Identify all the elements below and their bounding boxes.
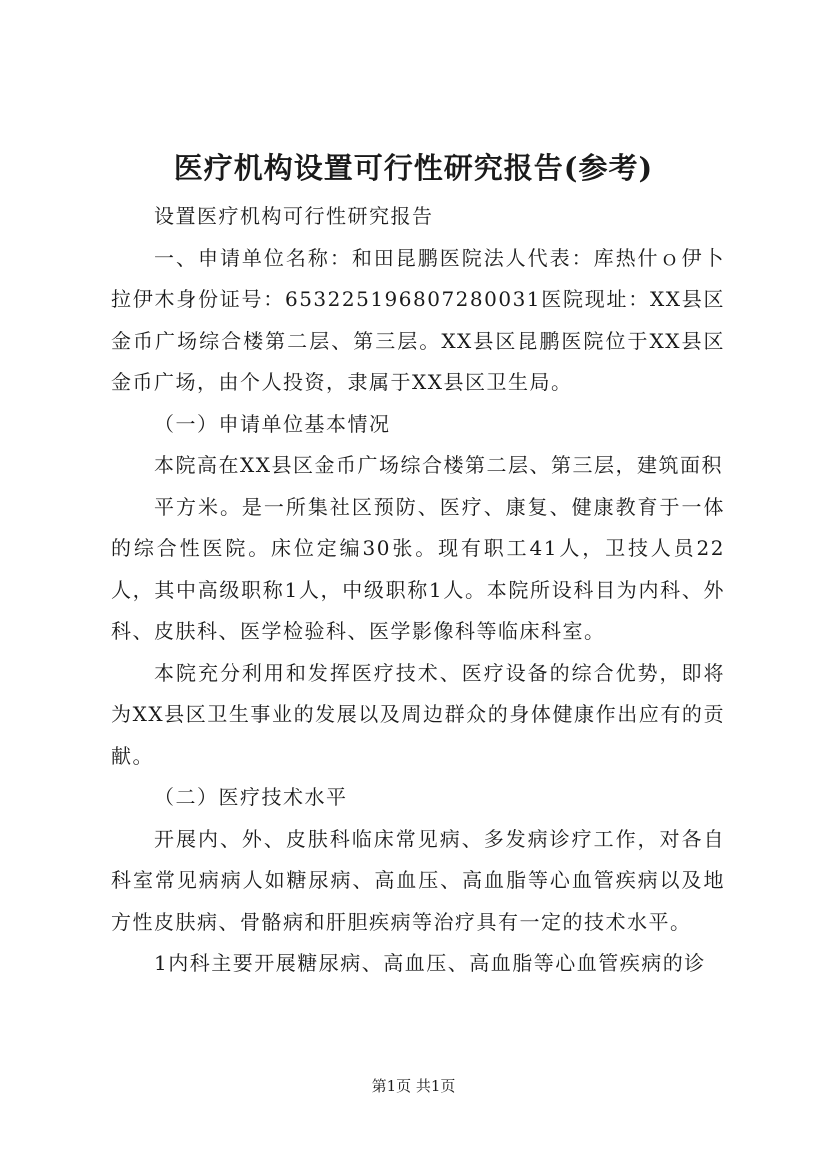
paragraph-advantages: 本院充分利用和发挥医疗技术、医疗设备的综合优势，即将为XX县区卫生事业的发展以及周边群众的身体健康作出应有的贡献。 (111, 660, 725, 768)
document-body (111, 196, 725, 985)
paragraph-location: 本院高在XX县区金币广场综合楼第二层、第三层，建筑面积 (154, 453, 723, 477)
paragraph-staff: 平方米。是一所集社区预防、医疗、康复、健康教育于一体的综合性医院。床位定编30张。现有职工41人，卫技人员22人，其中高级职称1人，中级职称1人。本院所设科目为内科、外科、皮肤科、医学检验科、医学影像科等临床科室。 (111, 494, 725, 643)
paragraph-applicant-info: 一、申请单位名称：和田昆鹏医院法人代表：库热什ｏ伊卜拉伊木身份证号：653225196807280031医院现址：XX县区金币广场综合楼第二层、第三层。XX县区昆鹏医院位于XX县区金币广场，由个人投资，隶属于XX县区卫生局。 (111, 245, 725, 394)
paragraph-internal-medicine: 1内科主要开展糖尿病、高血压、高血脂等心血管疾病的诊 (154, 951, 706, 975)
document-title: 医疗机构设置可行性研究报告(参考) (173, 151, 654, 185)
section-heading-basic-info: （一）申请单位基本情况 (154, 411, 391, 436)
section-heading-technology: （二）医疗技术水平 (154, 785, 348, 809)
page-footer: 第1页 共1页 (371, 1077, 456, 1095)
paragraph-subtitle: 设置医疗机构可行性研究报告 (154, 204, 434, 228)
paragraph-services: 开展内、外、皮肤科临床常见病、多发病诊疗工作，对各自科室常见病病人如糖尿病、高血压、高血脂等心血管疾病以及地方性皮肤病、骨骼病和肝胆疾病等治疗具有一定的技术水平。 (111, 826, 725, 934)
